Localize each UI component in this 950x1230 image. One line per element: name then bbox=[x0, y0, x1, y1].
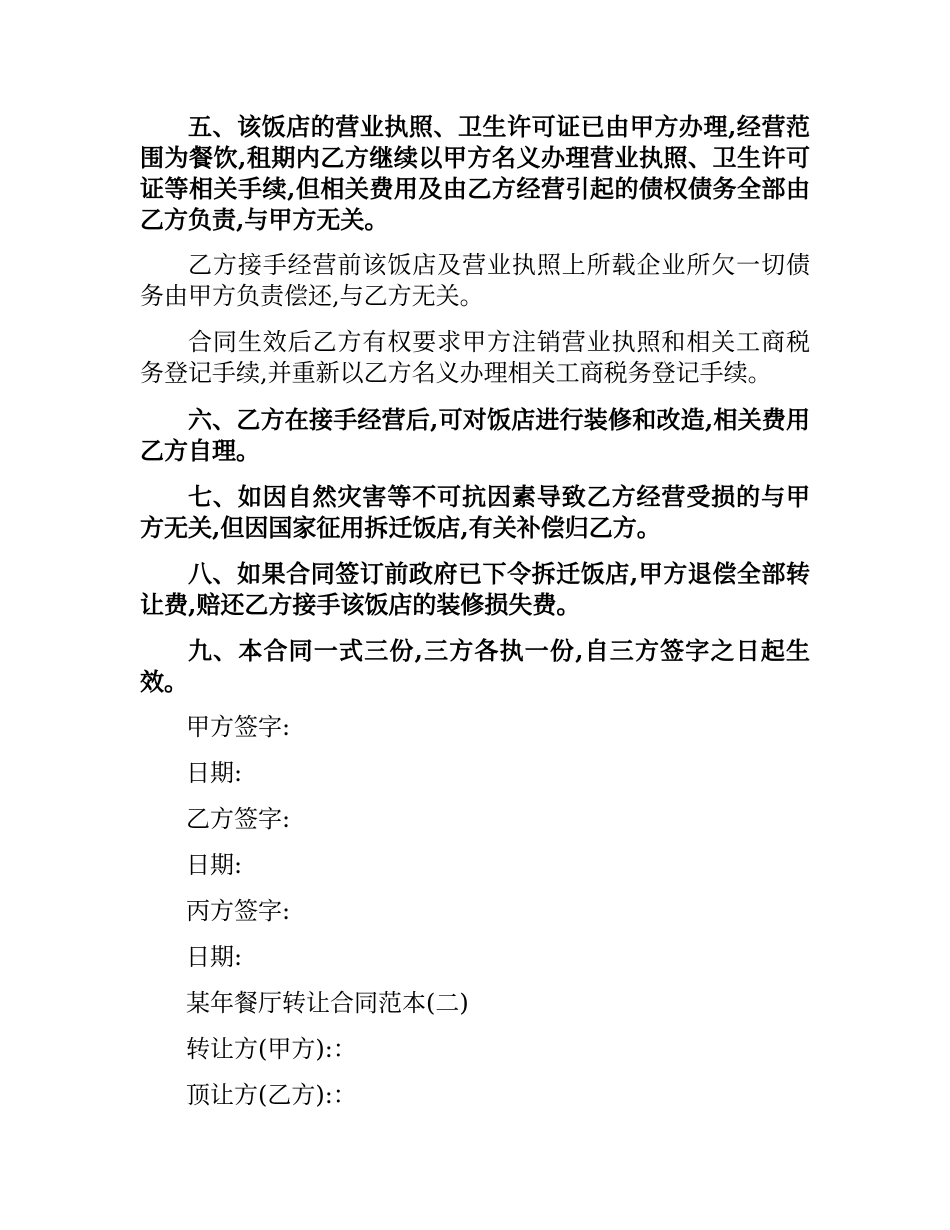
clause-5: 五、该饭店的营业执照、卫生许可证已由甲方办理,经营范围为餐饮,租期内乙方继续以甲方名义办理营业执照、卫生许可证等相关手续,但相关费用及由乙方经营引起的债权债务全部由乙方负责,与甲方无关。 bbox=[140, 112, 810, 234]
clause-6: 六、乙方在接手经营后,可对饭店进行装修和改造,相关费用乙方自理。 bbox=[140, 405, 810, 465]
clause-9: 九、本合同一式三份,三方各执一份,自三方签字之日起生效。 bbox=[140, 636, 810, 696]
clause-8: 八、如果合同签订前政府已下令拆迁饭店,甲方退偿全部转让费,赔还乙方接手该饭店的装修损失费。 bbox=[140, 559, 810, 619]
clause-7: 七、如因自然灾害等不可抗因素导致乙方经营受损的与甲方无关,但因国家征用拆迁饭店,有关补偿归乙方。 bbox=[140, 482, 810, 542]
party-b-date-label: 日期: bbox=[186, 851, 243, 879]
party-a-date-label: 日期: bbox=[186, 759, 243, 787]
clause-5-note-registration: 合同生效后乙方有权要求甲方注销营业执照和相关工商税务登记手续,并重新以乙方名义办理相关工商税务登记手续。 bbox=[140, 328, 810, 387]
party-a-signature-label: 甲方签字: bbox=[186, 713, 291, 741]
clause-5-note-debts: 乙方接手经营前该饭店及营业执照上所载企业所欠一切债务由甲方负责偿还,与乙方无关。 bbox=[140, 251, 810, 310]
party-c-date-label: 日期: bbox=[186, 943, 243, 971]
party-c-signature-label: 丙方签字: bbox=[186, 897, 291, 925]
party-b-signature-label: 乙方签字: bbox=[186, 805, 291, 833]
next-contract-title: 某年餐厅转让合同范本(二) bbox=[186, 989, 469, 1017]
document-page bbox=[140, 111, 810, 1126]
transferee-label: 顶让方(乙方):： bbox=[186, 1081, 357, 1109]
transferor-label: 转让方(甲方):： bbox=[186, 1035, 357, 1063]
